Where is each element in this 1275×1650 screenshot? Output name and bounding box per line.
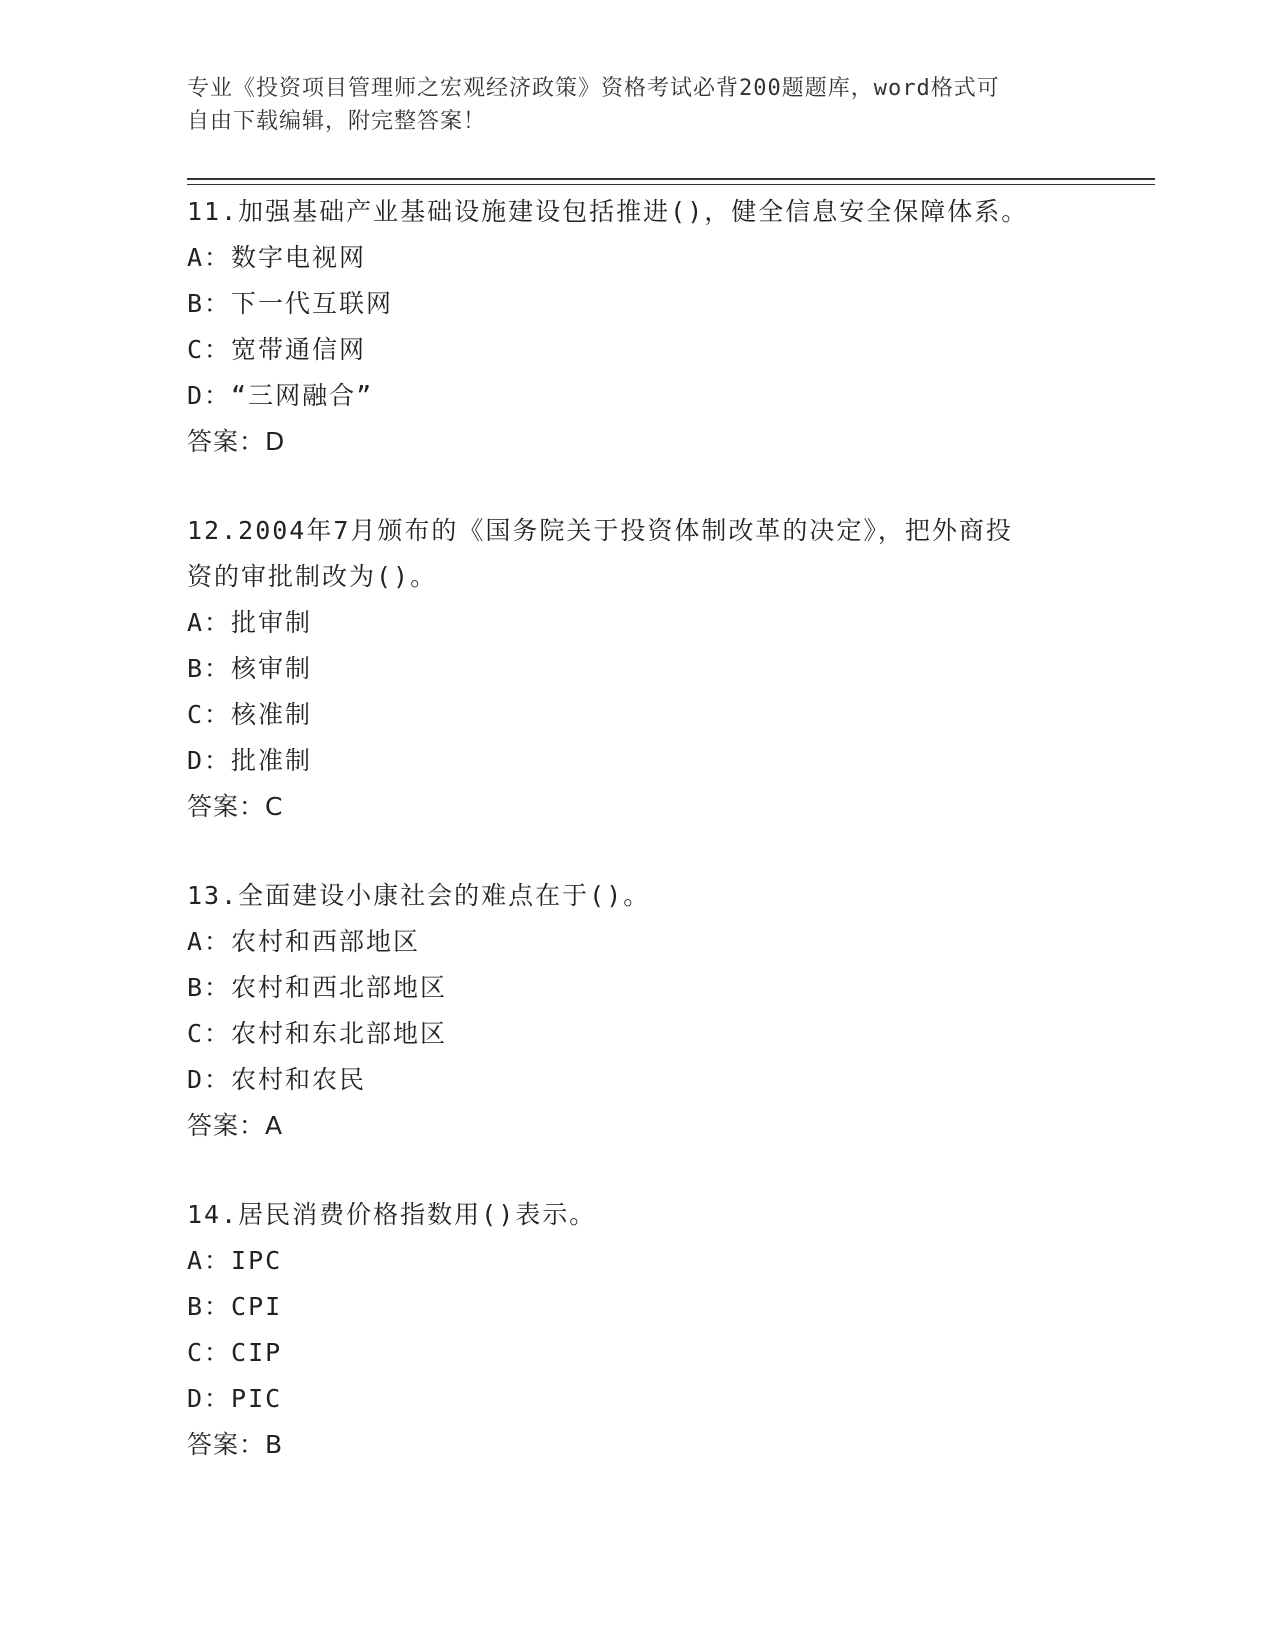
option-c: C：宽带通信网 — [187, 335, 367, 364]
option-d: D：“三网融合” — [187, 381, 374, 410]
question-stem: 12.2004年7月颁布的《国务院关于投资体制改革的决定》，把外商投 — [187, 516, 1013, 545]
option-c: C：农村和东北部地区 — [187, 1019, 448, 1048]
answer: 答案：D — [187, 427, 286, 456]
question-12 — [187, 508, 1147, 830]
question-13 — [187, 873, 1147, 1149]
option-a: A：批审制 — [187, 608, 313, 637]
answer: 答案：A — [187, 1111, 284, 1140]
option-a: A：IPC — [187, 1246, 283, 1275]
option-c: C：CIP — [187, 1338, 283, 1367]
header-line-2: 自由下载编辑，附完整答案！ — [187, 109, 487, 134]
header-divider-thin — [187, 184, 1155, 185]
header-divider-thick — [187, 178, 1155, 180]
option-c: C：核准制 — [187, 700, 313, 729]
header-line-1: 专业《投资项目管理师之宏观经济政策》资格考试必背200题题库，word格式可 — [187, 76, 1000, 101]
question-stem: 14.居民消费价格指数用()表示。 — [187, 1200, 597, 1229]
option-a: A：数字电视网 — [187, 243, 367, 272]
document-header — [187, 72, 1087, 138]
option-b: B：下一代互联网 — [187, 289, 394, 318]
option-b: B：农村和西北部地区 — [187, 973, 448, 1002]
answer: 答案：C — [187, 792, 284, 821]
option-d: D：PIC — [187, 1384, 283, 1413]
question-stem: 13.全面建设小康社会的难点在于()。 — [187, 881, 651, 910]
option-a: A：农村和西部地区 — [187, 927, 421, 956]
question-stem-continued: 资的审批制改为()。 — [187, 562, 438, 591]
question-14 — [187, 1192, 1147, 1468]
answer: 答案：B — [187, 1430, 284, 1459]
option-d: D：批准制 — [187, 746, 313, 775]
option-b: B：CPI — [187, 1292, 283, 1321]
option-b: B：核审制 — [187, 654, 313, 683]
option-d: D：农村和农民 — [187, 1065, 367, 1094]
question-11 — [187, 189, 1147, 465]
question-stem: 11.加强基础产业基础设施建设包括推进()，健全信息安全保障体系。 — [187, 197, 1029, 226]
